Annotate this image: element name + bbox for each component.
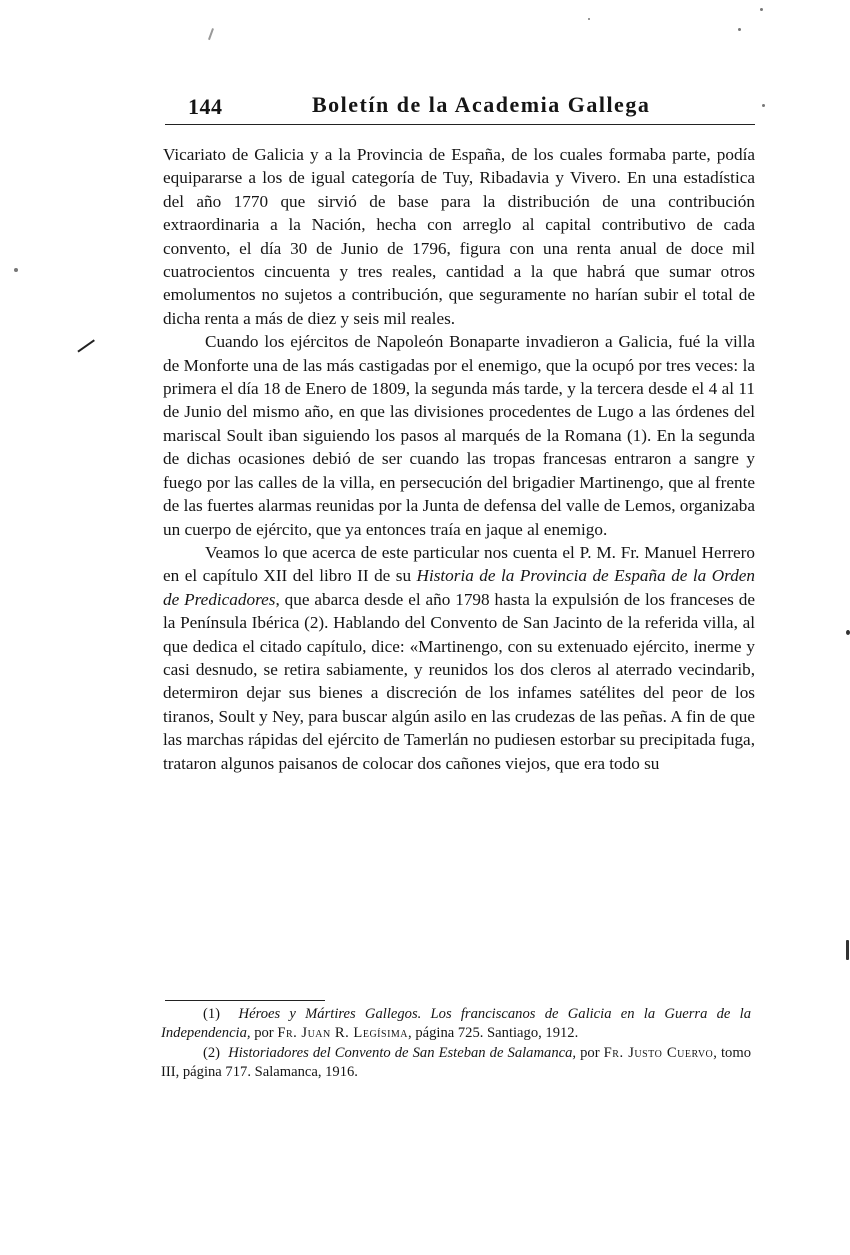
footnote-1-author: Fr. Juan R. Legísima <box>277 1025 409 1042</box>
scan-speck <box>846 630 850 635</box>
scan-speck <box>738 28 741 31</box>
scan-speck <box>588 18 590 20</box>
paragraph-2: Cuando los ejércitos de Napoleón Bonaparte invadieron a Galicia, fué la villa de Monforte una de las más castigadas por el enemigo, que la ocupó por tres veces: la primera el día 18 de Enero de 1809, la segunda más tarde, y la tercera desde el 4 al 11 de Junio del mismo año, en que las divisiones procedentes de Lugo a las órdenes del mariscal Soult iban siguiendo los pasos al marqués de la Romana (1). En la segunda de dichas ocasiones debió de ser cuando las tropas francesas entraron a sangre y fuego por las calles de la villa, en persecución del brigadier Martinengo, que al frente de las fuertes alarmas reunidas por la Junta de defensa del valle de Lemos, organizaba un cuerpo de ejército, que ya entonces traía en jaque al enemigo. <box>163 332 755 539</box>
paragraph-3-text-before: Veamos lo que acerca de este particular nos cuenta el P. M. Fr. Manuel Herrero en el capítulo XII del libro II de su <box>163 542 755 586</box>
paragraph-3-book-title: Historia de la Provincia de España de la Orden de Predicadores <box>163 566 756 609</box>
footnote-2 <box>161 1044 751 1083</box>
scan-speck <box>14 268 18 272</box>
footnotes <box>161 1005 751 1083</box>
scan-speck <box>762 104 765 107</box>
footnote-1 <box>161 1005 751 1044</box>
page-header <box>160 88 760 120</box>
body-text <box>163 143 755 775</box>
footnote-1-rest: , página 725. Santiago, 1912. <box>408 1025 579 1042</box>
scan-speck <box>846 940 849 960</box>
footnote-2-by: por <box>576 1044 604 1061</box>
scan-speck <box>208 28 214 40</box>
header-rule <box>165 124 755 125</box>
footnote-1-title: Héroes y Mártires Gallegos. Los franciscanos de Galicia en la Guerra de la Independencia, <box>161 1006 752 1042</box>
footnote-2-rest: , tomo III, página 717. Salamanca, 1916. <box>161 1044 751 1081</box>
scan-mark <box>77 339 94 352</box>
paragraph-1: Vicariato de Galicia y a la Provincia de España, de los cuales formaba parte, podía equipararse a los de igual categoría de Tuy, Ribadavia y Vivero. En una estadística del año 1770 que sirvió de base para la distribución de una contribución extraordinaria a la Nación, hecha con arreglo al capital contributivo de cada convento, el día 30 de Junio de 1796, figura con una renta anual de doce mil cuatrocientos cincuenta y tres reales, cantidad a la que habrá que sumar otros emolumentos no sujetos a contribución, que seguramente no harían subir el total de dicha renta a más de diez y seis mil reales. <box>163 145 755 328</box>
paragraph-3-text-after: , que abarca desde el año 1798 hasta la expulsión de los franceses de la Península Ibérica (2). Hablando del Convento de San Jacinto de la referida villa, al que dedica el citado capítulo, dice: «Martinengo, con su extenuado ejército, inerme y casi desnudo, se retira sabiamente, y reunidos los dos cleros al aterrado vecindarib, determiron dejar sus bienes a discreción de los infames satélites del peor de los tiranos, Soult y Ney, para buscar algún asilo en las crudezas de las peñas. A fin de que las marchas rápidas del ejército de Tamerlán no pudiesen estorbar su precipitada fuga, trataron algunos paisanos de colocar dos cañones viejos, que era todo su <box>163 589 756 773</box>
footnote-rule <box>165 1000 325 1001</box>
footnote-2-author: Fr. Justo Cuervo <box>603 1044 714 1061</box>
footnote-1-by: por <box>250 1025 278 1042</box>
footnote-1-marker: (1) <box>203 1006 221 1022</box>
footnote-2-marker: (2) <box>203 1044 221 1061</box>
paragraph-3 <box>163 541 755 775</box>
scan-speck <box>760 8 763 11</box>
page-number: 144 <box>188 94 223 119</box>
running-head: Boletín de la Academia Gallega <box>312 92 651 117</box>
footnote-2-title: Historiadores del Convento de San Esteban de Salamanca, <box>228 1044 577 1061</box>
